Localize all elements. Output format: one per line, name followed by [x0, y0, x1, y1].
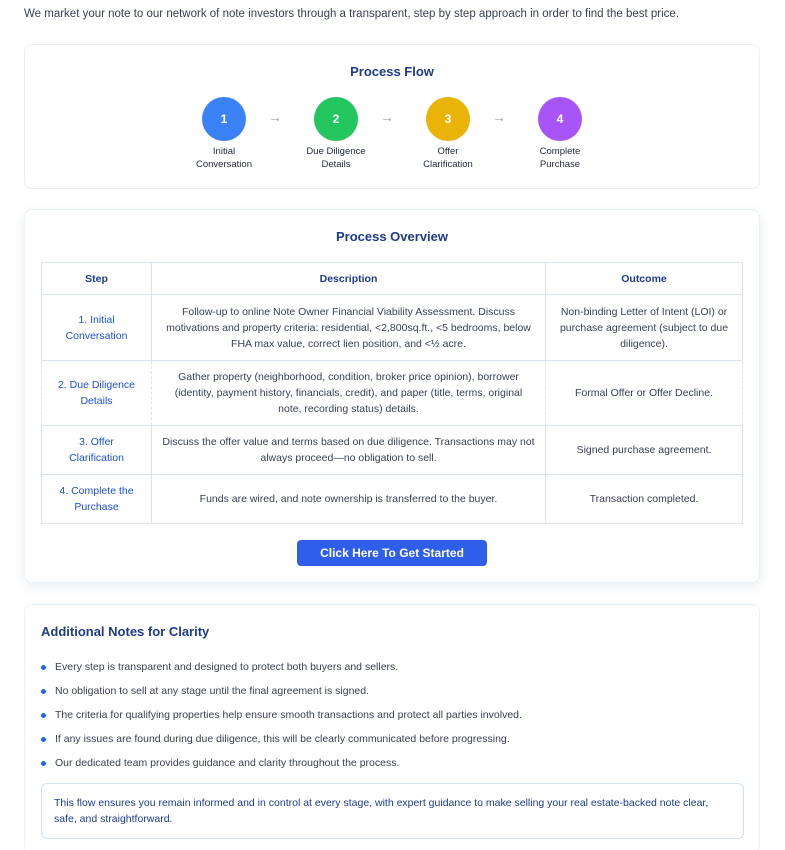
flow-step-label: Offer Clarification — [423, 146, 473, 170]
step-number-badge: 2 — [314, 97, 358, 141]
column-header-description: Description — [152, 263, 546, 295]
table-cell-description: Gather property (neighborhood, condition, broker price opinion), borrower (identity, payment history, financials, credit), and paper (title, terms, original note, recording status) details. — [152, 361, 546, 426]
summary-callout: This flow ensures you remain informed and in control at every stage, with expert guidance to make selling your real estate-backed note clear, safe, and straightforward. — [41, 783, 744, 839]
process-flow-steps — [25, 97, 759, 177]
flow-step-2 — [291, 97, 381, 171]
process-overview-title: Process Overview — [335, 229, 449, 244]
table-row — [42, 426, 743, 475]
bullet-dot-icon — [41, 689, 46, 694]
table-cell-outcome: Transaction completed. — [546, 475, 743, 524]
additional-notes-title: Additional Notes for Clarity — [41, 624, 210, 639]
bullet-dot-icon — [41, 761, 46, 766]
flow-step-4 — [515, 97, 605, 171]
flow-step-label: Due Diligence Details — [306, 146, 366, 170]
table-cell-outcome: Non-binding Letter of Intent (LOI) or purchase agreement (subject to due diligence). — [546, 295, 743, 361]
step-number-badge: 3 — [426, 97, 470, 141]
arrow-right-icon: → — [268, 109, 282, 125]
table-cell-step: 4. Complete the Purchase — [42, 475, 152, 524]
flow-step-label: Initial Conversation — [196, 146, 252, 170]
table-cell-step: 2. Due Diligence Details — [42, 361, 152, 426]
column-header-outcome: Outcome — [546, 263, 743, 295]
get-started-button[interactable]: Click Here To Get Started — [297, 540, 487, 566]
table-cell-description: Discuss the offer value and terms based on due diligence. Transactions may not always proceed—no obligation to sell. — [152, 426, 546, 475]
table-header-row — [42, 263, 743, 295]
table-cell-step: 1. Initial Conversation — [42, 295, 152, 361]
table-cell-outcome: Signed purchase agreement. — [546, 426, 743, 475]
intro-text: We market your note to our network of note investors through a transparent, step by step approach in order to find the best price. — [24, 8, 680, 20]
bullet-dot-icon — [41, 665, 46, 670]
list-item: No obligation to sell at any stage until the final agreement is signed. — [41, 679, 522, 703]
table-cell-step: 3. Offer Clarification — [42, 426, 152, 475]
process-flow-title: Process Flow — [350, 64, 434, 79]
table-row — [42, 295, 743, 361]
bullet-dot-icon — [41, 737, 46, 742]
notes-list — [41, 655, 522, 775]
flow-step-1 — [179, 97, 269, 171]
process-overview-table — [41, 262, 743, 524]
list-item: Our dedicated team provides guidance and clarity throughout the process. — [41, 751, 522, 775]
arrow-right-icon: → — [380, 109, 394, 125]
table-cell-description: Funds are wired, and note ownership is transferred to the buyer. — [152, 475, 546, 524]
table-cell-outcome: Formal Offer or Offer Decline. — [546, 361, 743, 426]
flow-step-label: Complete Purchase — [539, 146, 581, 170]
list-item: The criteria for qualifying properties help ensure smooth transactions and protect all parties involved. — [41, 703, 522, 727]
step-number-badge: 1 — [202, 97, 246, 141]
table-row — [42, 475, 743, 524]
bullet-dot-icon — [41, 713, 46, 718]
process-overview-card — [24, 209, 760, 583]
list-item: If any issues are found during due diligence, this will be clearly communicated before progressing. — [41, 727, 522, 751]
arrow-right-icon: → — [492, 109, 506, 125]
process-flow-card — [24, 44, 760, 189]
list-item: Every step is transparent and designed to protect both buyers and sellers. — [41, 655, 522, 679]
additional-notes-card — [24, 604, 760, 850]
table-cell-description: Follow-up to online Note Owner Financial Viability Assessment. Discuss motivations and property criteria: residential, <2,800sq.ft., <5 bedrooms, below FHA max value, correct lien position, and <½ acre. — [152, 295, 546, 361]
table-row — [42, 361, 743, 426]
step-number-badge: 4 — [538, 97, 582, 141]
column-header-step: Step — [42, 263, 152, 295]
flow-step-3 — [403, 97, 493, 171]
